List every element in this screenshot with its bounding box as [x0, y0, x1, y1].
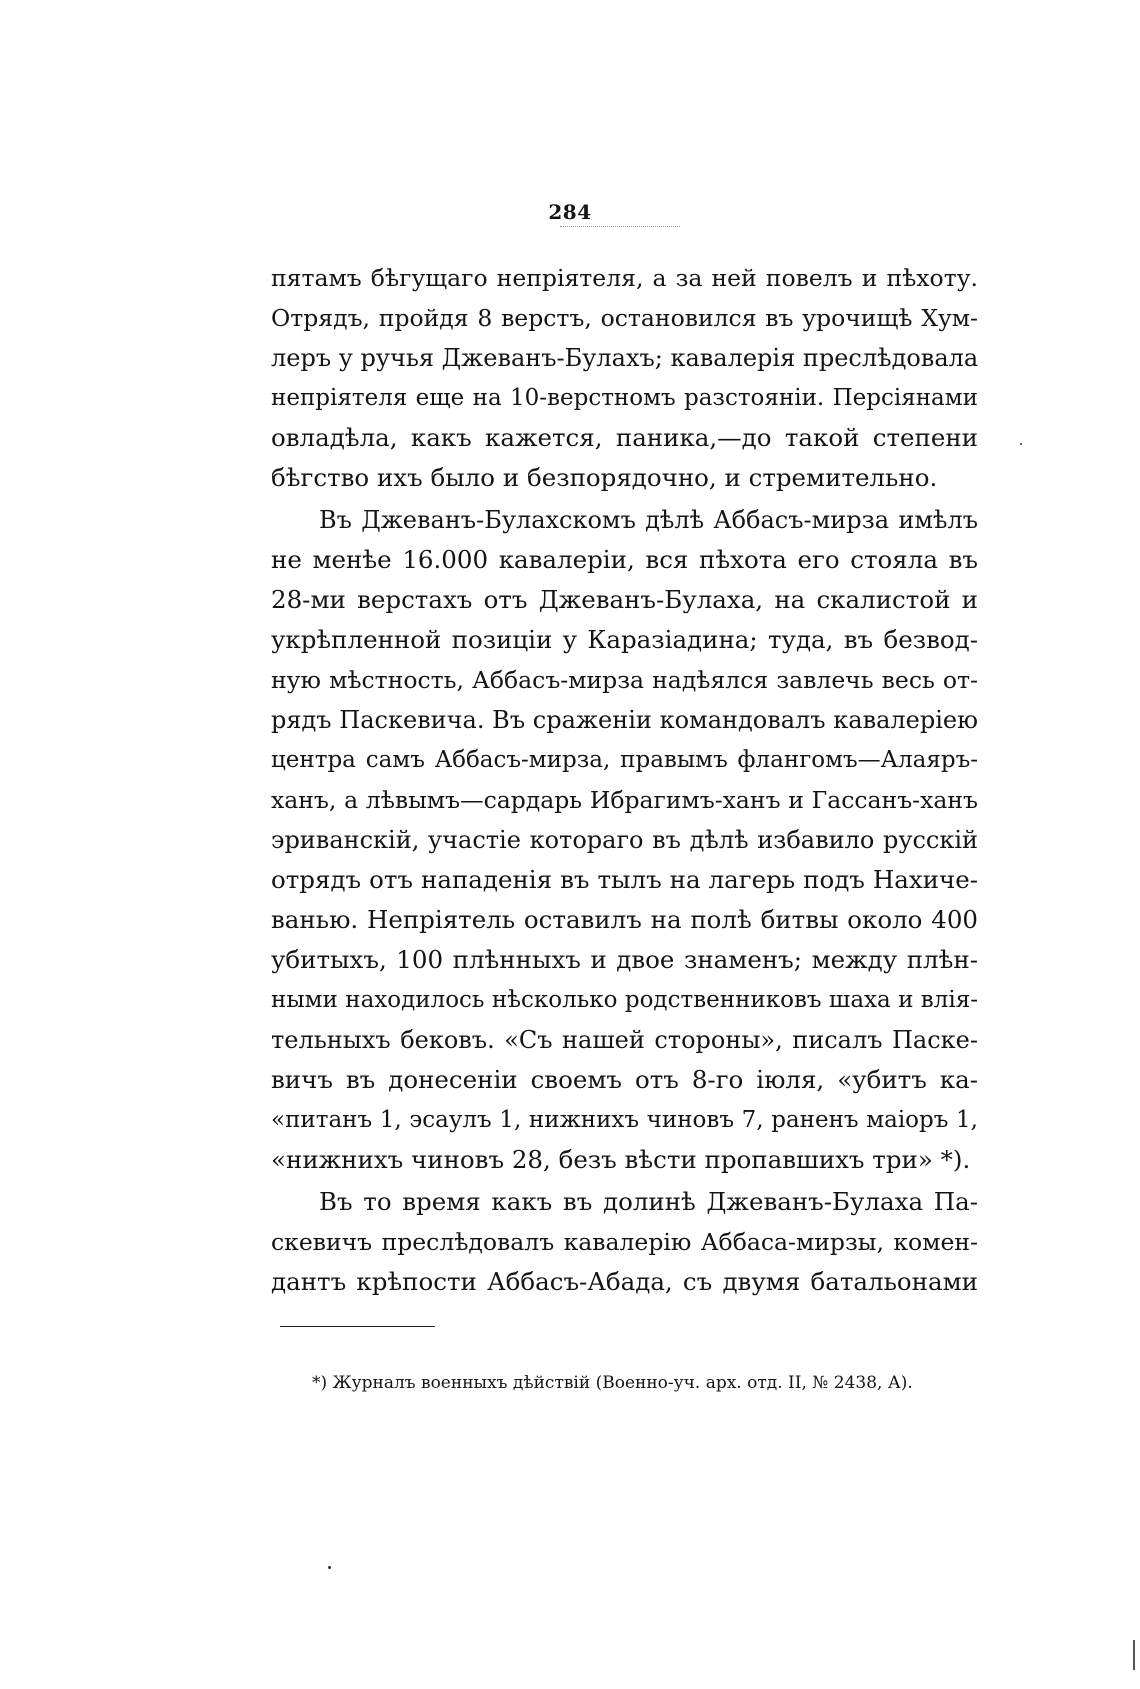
- text-line: ханъ, а лѣвымъ—сардарь Ибрагимъ-ханъ и Гассанъ-ханъ: [271, 786, 978, 814]
- text-line: убитыхъ, 100 плѣнныхъ и двое знаменъ; между плѣн-: [271, 945, 978, 974]
- paragraph: [271, 1182, 978, 1302]
- text-line: Въ Джеванъ-Булахскомъ дѣлѣ Аббасъ-мирза имѣлъ: [319, 506, 978, 534]
- text-line: дантъ крѣпости Аббасъ-Абада, съ двумя батальонами: [271, 1267, 978, 1296]
- text-line: отрядъ отъ нападенія въ тылъ на лагерь подъ Нахиче-: [271, 865, 978, 894]
- scan-speck: [328, 1566, 331, 1569]
- text-line: ную мѣстность, Аббасъ-мирза надѣялся завлечь весь от-: [271, 666, 978, 694]
- text-line: эриванскій, участіе котораго въ дѣлѣ избавило русскій: [271, 826, 978, 854]
- text-line: рядъ Паскевича. Въ сраженіи командовалъ кавалеріею: [271, 706, 978, 734]
- page-number: 284: [548, 200, 592, 224]
- text-line: укрѣпленной позиціи у Каразіадина; туда, въ безвод-: [271, 625, 978, 654]
- text-line: «питанъ 1, эсаулъ 1, нижнихъ чиновъ 7, раненъ маіоръ 1,: [271, 1107, 978, 1133]
- text-line: леръ у ручья Джеванъ-Булахъ; кавалерія преслѣдовала: [271, 344, 979, 372]
- text-line: вичъ въ донесеніи своемъ отъ 8-го іюля, «убитъ ка-: [271, 1065, 978, 1094]
- scan-edge-mark: [1133, 1640, 1135, 1670]
- text-line: овладѣла, какъ кажется, паника,—до такой степени: [271, 423, 978, 452]
- text-line: не менѣе 16.000 кавалеріи, вся пѣхота его стояла въ: [271, 545, 978, 574]
- scan-artifact: [560, 226, 680, 229]
- body-text: [271, 258, 978, 1302]
- scan-speck: [1020, 443, 1022, 445]
- text-line: бѣгство ихъ было и безпорядочно, и стремительно.: [271, 463, 938, 492]
- text-line: тельныхъ бековъ. «Съ нашей стороны», писалъ Паске-: [271, 1026, 978, 1054]
- footnote: *) Журналъ военныхъ дѣйствій (Военно-уч. арх. отд. II, № 2438, А).: [312, 1373, 913, 1393]
- text-line: скевичъ преслѣдовалъ кавалерію Аббаса-мирзы, комен-: [271, 1228, 978, 1256]
- text-line: «нижнихъ чиновъ 28, безъ вѣсти пропавшихъ три» *).: [271, 1145, 971, 1174]
- text-line: непріятеля еще на 10-верстномъ разстояніи. Персіянами: [271, 385, 978, 411]
- text-line: ванью. Непріятель оставилъ на полѣ битвы около 400: [271, 905, 978, 934]
- text-line: пятамъ бѣгущаго непріятеля, а за ней повелъ и пѣхоту.: [271, 264, 978, 292]
- text-line: Отрядъ, пройдя 8 верстъ, остановился въ урочищѣ Хум-: [271, 304, 978, 332]
- text-line: 28-ми верстахъ отъ Джеванъ-Булаха, на скалистой и: [271, 585, 978, 614]
- text-line: ными находилось нѣсколько родственниковъ шаха и влія-: [271, 987, 978, 1013]
- paragraph: [271, 500, 978, 1180]
- text-line: Въ то время какъ въ долинѣ Джеванъ-Булаха Па-: [319, 1187, 978, 1216]
- paragraph: [271, 258, 978, 498]
- text-line: центра самъ Аббасъ-мирза, правымъ флангомъ—Алаяръ-: [271, 747, 978, 773]
- footnote-divider: [280, 1326, 435, 1327]
